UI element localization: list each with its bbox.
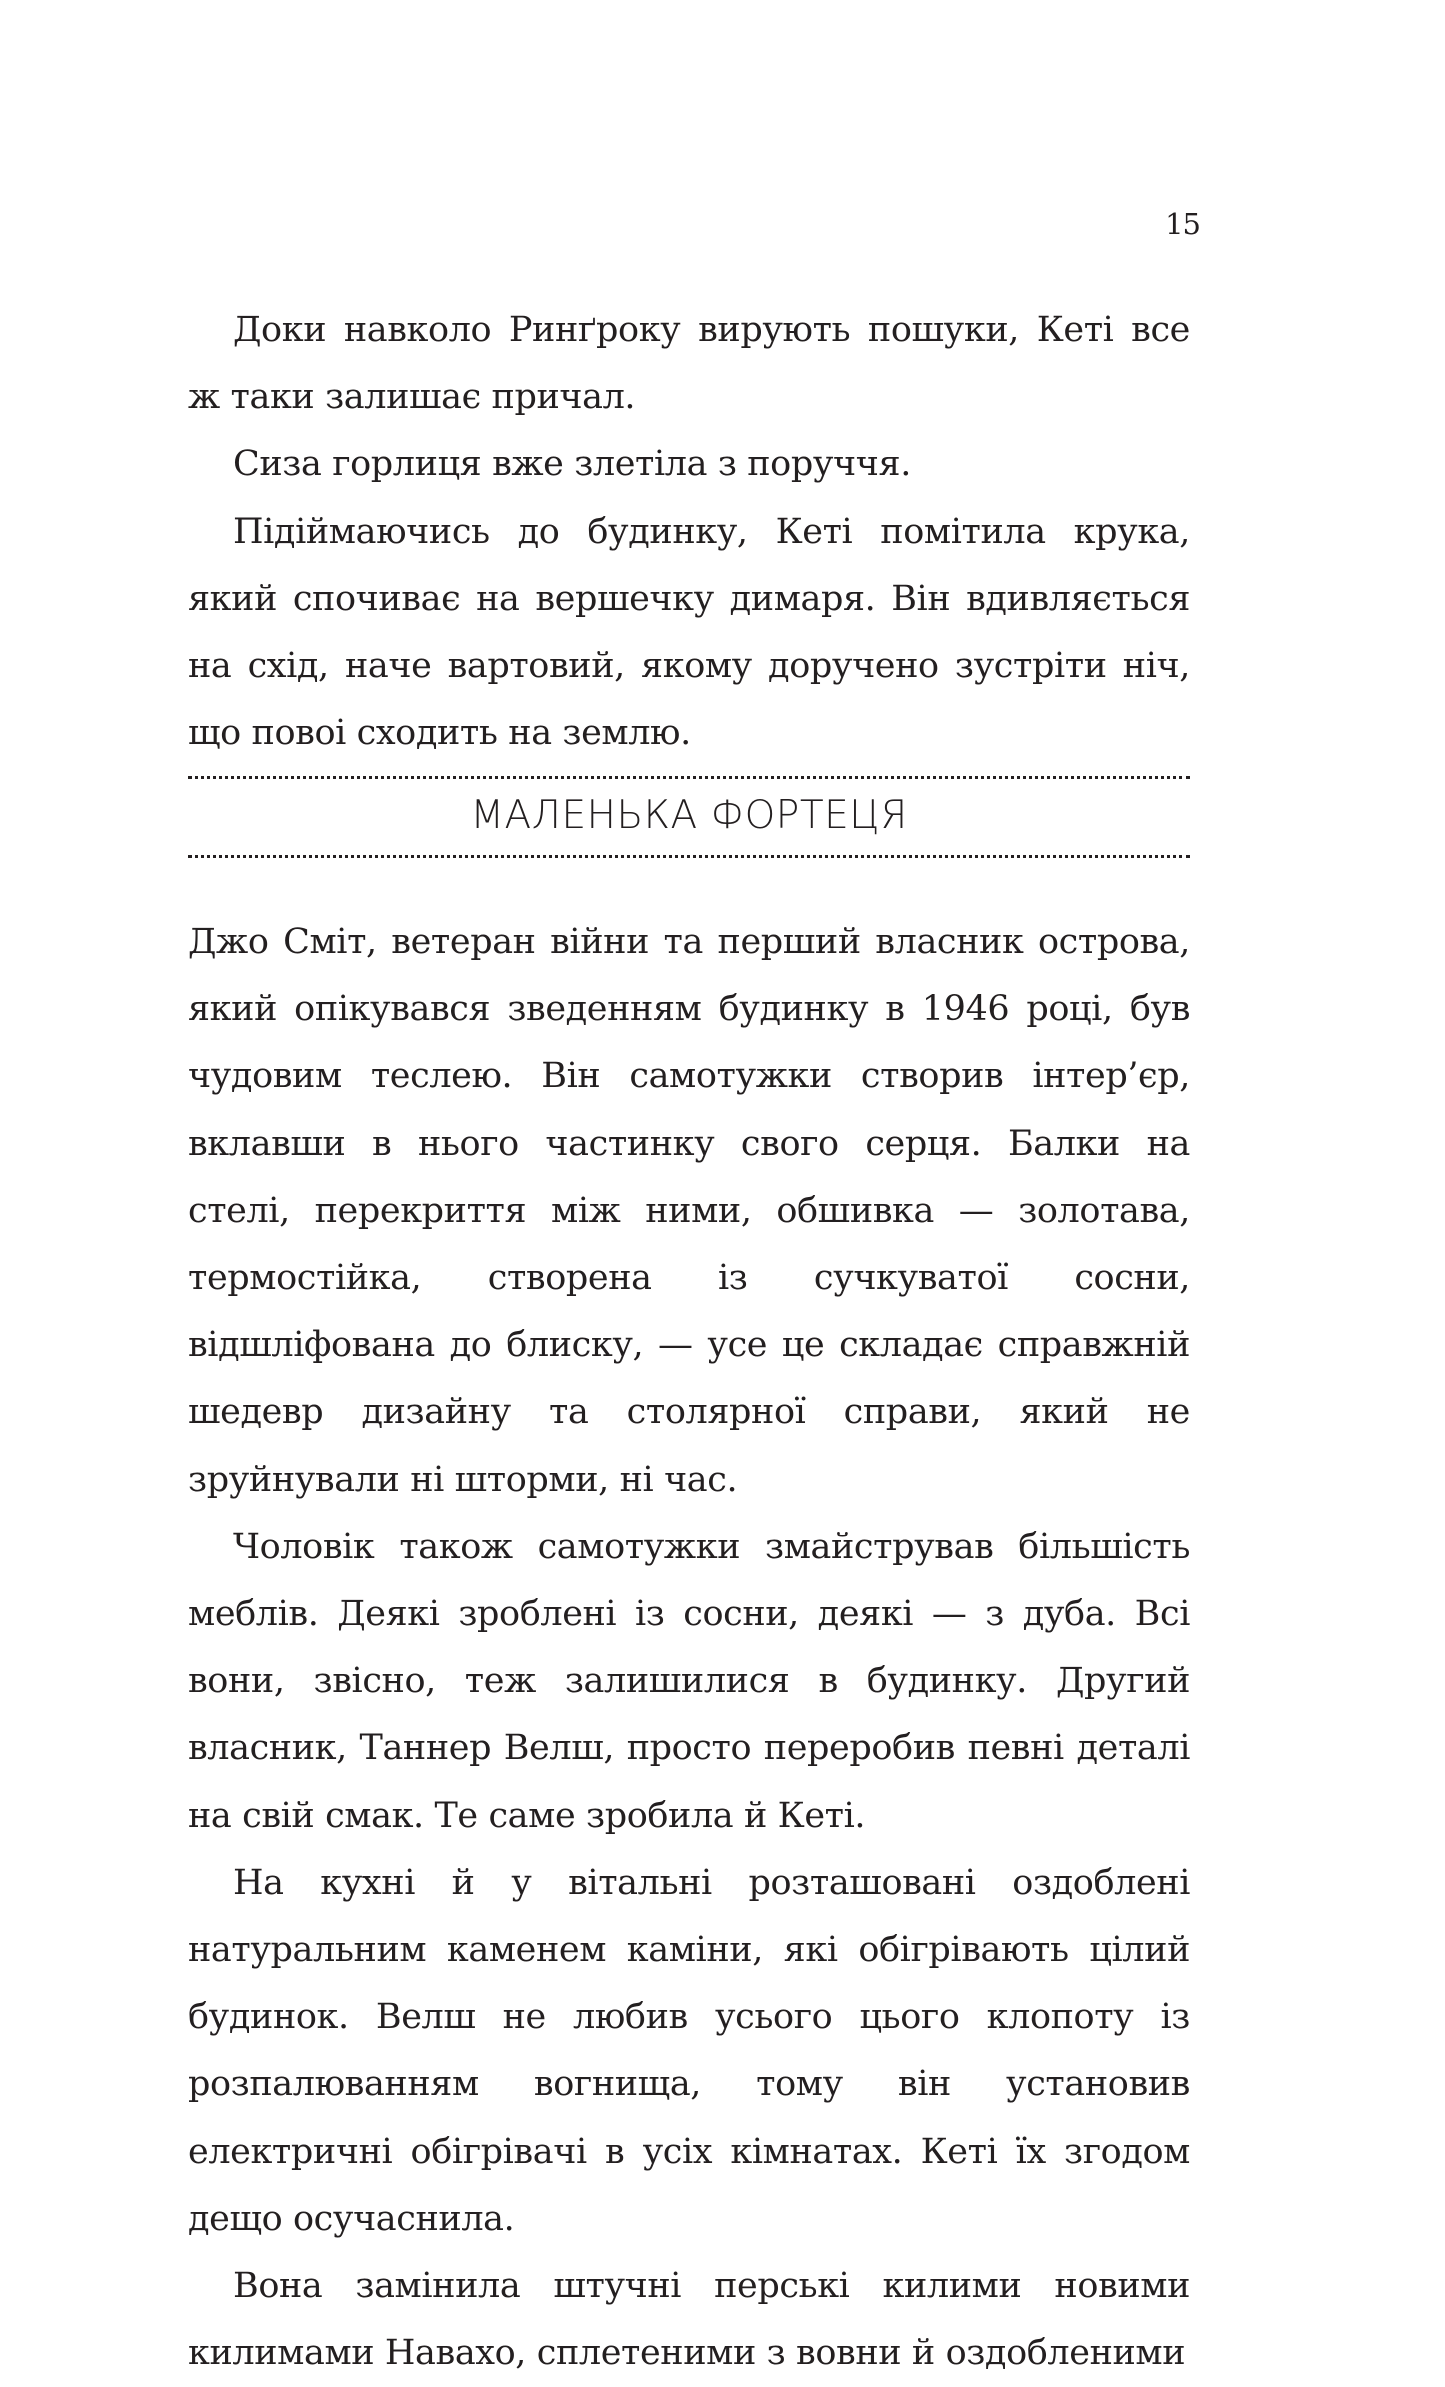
paragraph: Джо Сміт, ветеран війни та перший власник острова, який опікувався зведенням будинку в 1946 році, був чудовим теслею. Він самотужки створив інтер’єр, вклавши в нього частинку свого серця. Балки на стелі, перекриття між ними, обшивка — золотава, термостійка, створена із сучкуватої сосни, відшліфована до блиску, — усе це складає справжній шедевр дизайну та столярної справи, який не зруйнували ні шторми, ні час. (188, 922, 1190, 1500)
paragraph: Доки навколо Ринґроку вирують пошуки, Кеті все ж таки залишає причал. (188, 310, 1190, 418)
section-title: МАЛЕНЬКА ФОРТЕЦЯ (470, 793, 908, 838)
paragraph: Сиза горлиця вже злетіла з поруччя. (233, 444, 911, 485)
page-number: 15 (1165, 207, 1200, 241)
section-text (188, 909, 1190, 2387)
paragraph: Вона замінила штучні перські килими новими килимами Навахо, сплетеними з вовни й оздобленими (188, 2266, 1190, 2374)
dotted-divider-bottom (188, 855, 1190, 858)
paragraph: Підіймаючись до будинку, Кеті помітила крука, який спочиває на вершечку димаря. Він вдивляється на схід, наче вартовий, якому доручено зустріти ніч, що повоі сходить на землю. (188, 511, 1190, 754)
paragraph: На кухні й у вітальні розташовані оздоблені натуральним каменем каміни, які обігрівають цілий будинок. Велш не любив усього цього клопоту із розпалюванням вогнища, тому він установив електричні обігрівачі в усіх кімнатах. Кеті їх згодом дещо осучаснила. (188, 1862, 1190, 2239)
dotted-divider-top (188, 776, 1190, 779)
paragraph: Чоловік також самотужки змайстрував більшість меблів. Деякі зроблені із сосни, деякі — з дуба. Всі вони, звісно, теж залишилися в будинку. Другий власник, Таннер Велш, просто переробив певні деталі на свій смак. Те саме зробила й Кеті. (188, 1526, 1190, 1836)
intro-text (188, 297, 1190, 767)
